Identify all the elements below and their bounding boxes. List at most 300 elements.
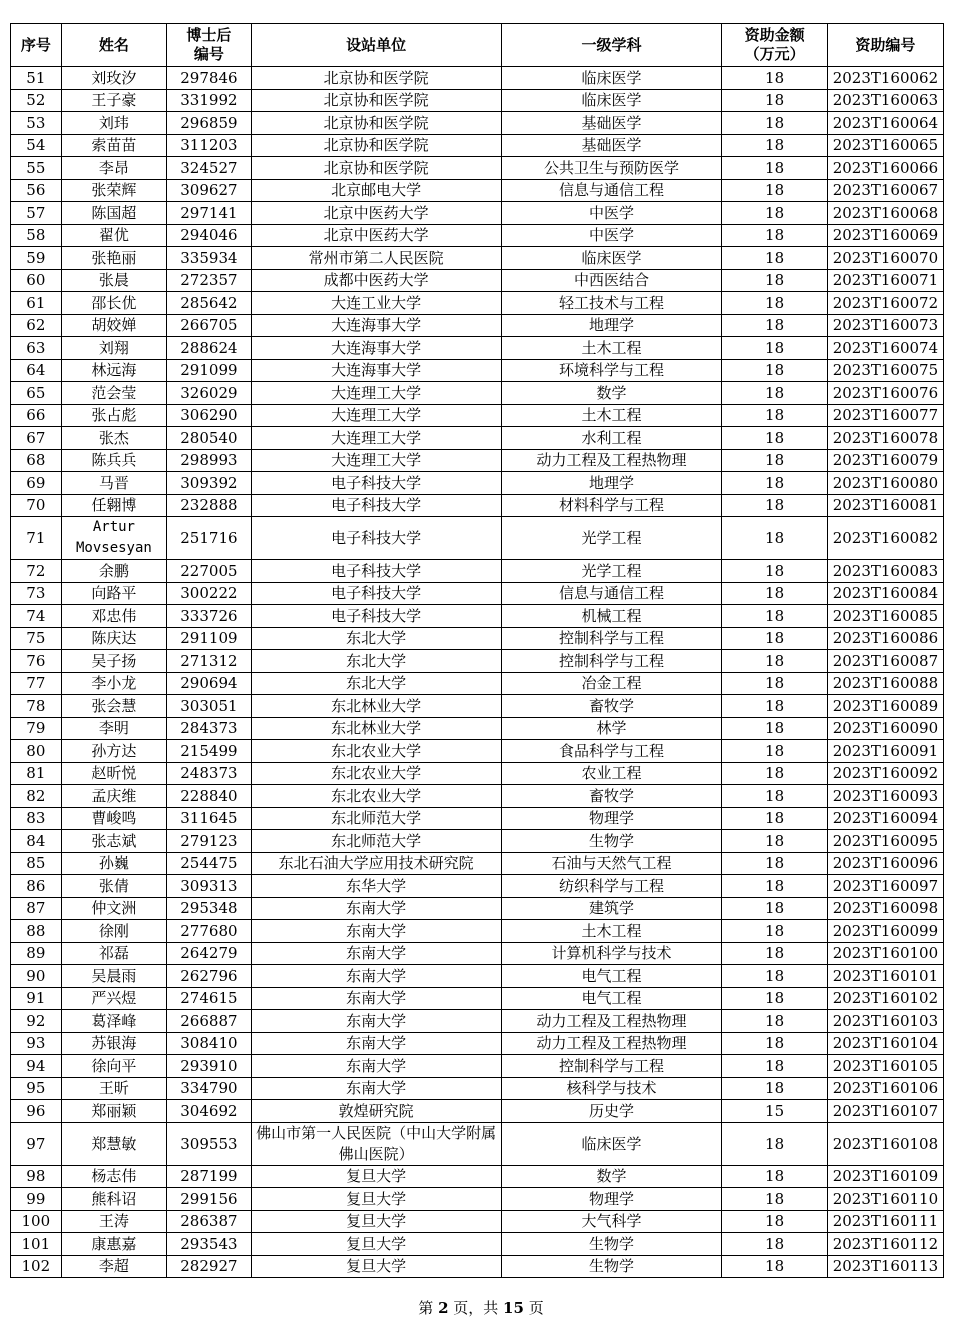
table-row xyxy=(11,247,944,270)
cell-discipline: 轻工技术与工程 xyxy=(501,292,722,315)
cell-unit: 东北林业大学 xyxy=(251,717,501,740)
cell-postdoc-id: 277680 xyxy=(167,920,251,943)
cell-discipline: 建筑学 xyxy=(501,897,722,920)
header-name-line: 姓名 xyxy=(98,35,129,54)
cell-grant-id: 2023T160080 xyxy=(827,472,943,495)
cell-unit: 东南大学 xyxy=(251,920,501,943)
cell-discipline: 农业工程 xyxy=(501,762,722,785)
cell-name: 仲文洲 xyxy=(61,897,167,920)
cell-discipline: 大气科学 xyxy=(501,1210,722,1233)
cell-seq: 77 xyxy=(11,672,62,695)
cell-postdoc-id: 271312 xyxy=(167,650,251,673)
cell-seq: 65 xyxy=(11,382,62,405)
cell-amount: 18 xyxy=(722,1055,828,1078)
cell-unit: 东北大学 xyxy=(251,672,501,695)
cell-name: 范会莹 xyxy=(61,382,167,405)
cell-seq: 62 xyxy=(11,314,62,337)
cell-seq: 68 xyxy=(11,449,62,472)
cell-grant-id: 2023T160111 xyxy=(827,1210,943,1233)
cell-seq: 76 xyxy=(11,650,62,673)
table-row xyxy=(11,785,944,808)
cell-seq: 89 xyxy=(11,942,62,965)
cell-grant-id: 2023T160084 xyxy=(827,582,943,605)
cell-seq: 92 xyxy=(11,1010,62,1033)
cell-unit: 北京协和医学院 xyxy=(251,89,501,112)
footer-total-pages: 15 xyxy=(503,1299,524,1317)
table-row xyxy=(11,762,944,785)
cell-name: 孟庆维 xyxy=(61,785,167,808)
cell-discipline: 控制科学与工程 xyxy=(501,1055,722,1078)
cell-name: 祁磊 xyxy=(61,942,167,965)
cell-amount: 18 xyxy=(722,920,828,943)
cell-unit: 东南大学 xyxy=(251,965,501,988)
cell-unit: 北京中医药大学 xyxy=(251,202,501,225)
cell-seq: 75 xyxy=(11,627,62,650)
cell-amount: 18 xyxy=(722,67,828,90)
cell-seq: 56 xyxy=(11,179,62,202)
cell-discipline: 物理学 xyxy=(501,807,722,830)
cell-unit: 电子科技大学 xyxy=(251,605,501,628)
cell-postdoc-id: 299156 xyxy=(167,1188,251,1211)
cell-name: Artur Movsesyan xyxy=(61,517,167,560)
cell-discipline: 控制科学与工程 xyxy=(501,627,722,650)
cell-name: 李昂 xyxy=(61,157,167,180)
cell-unit: 复旦大学 xyxy=(251,1210,501,1233)
cell-amount: 18 xyxy=(722,269,828,292)
table-row xyxy=(11,179,944,202)
cell-amount: 18 xyxy=(722,740,828,763)
table-row xyxy=(11,1010,944,1033)
cell-name: 陈兵兵 xyxy=(61,449,167,472)
cell-amount: 18 xyxy=(722,785,828,808)
header-seq xyxy=(11,24,62,67)
cell-unit: 东南大学 xyxy=(251,1077,501,1100)
cell-postdoc-id: 297846 xyxy=(167,67,251,90)
cell-seq: 73 xyxy=(11,582,62,605)
cell-postdoc-id: 266705 xyxy=(167,314,251,337)
cell-grant-id: 2023T160077 xyxy=(827,404,943,427)
cell-discipline: 中西医结合 xyxy=(501,269,722,292)
cell-unit: 东北林业大学 xyxy=(251,695,501,718)
cell-postdoc-id: 279123 xyxy=(167,830,251,853)
cell-unit: 东北农业大学 xyxy=(251,740,501,763)
cell-grant-id: 2023T160076 xyxy=(827,382,943,405)
cell-amount: 18 xyxy=(722,875,828,898)
header-seq-line: 序号 xyxy=(20,35,51,54)
cell-discipline: 信息与通信工程 xyxy=(501,179,722,202)
cell-unit: 敦煌研究院 xyxy=(251,1100,501,1123)
cell-postdoc-id: 285642 xyxy=(167,292,251,315)
cell-unit: 成都中医药大学 xyxy=(251,269,501,292)
cell-unit: 电子科技大学 xyxy=(251,582,501,605)
cell-unit: 大连海事大学 xyxy=(251,337,501,360)
cell-discipline: 光学工程 xyxy=(501,560,722,583)
cell-grant-id: 2023T160073 xyxy=(827,314,943,337)
table-row xyxy=(11,517,944,560)
cell-unit: 电子科技大学 xyxy=(251,517,501,560)
cell-seq: 84 xyxy=(11,830,62,853)
table-row xyxy=(11,449,944,472)
cell-amount: 18 xyxy=(722,695,828,718)
cell-name: 刘翔 xyxy=(61,337,167,360)
cell-unit: 北京中医药大学 xyxy=(251,224,501,247)
cell-unit: 佛山市第一人民医院（中山大学附属佛山医院） xyxy=(251,1122,501,1165)
cell-discipline: 物理学 xyxy=(501,1188,722,1211)
cell-name: 张倩 xyxy=(61,875,167,898)
cell-postdoc-id: 309627 xyxy=(167,179,251,202)
cell-name: 余鹏 xyxy=(61,560,167,583)
cell-amount: 15 xyxy=(722,1100,828,1123)
cell-grant-id: 2023T160103 xyxy=(827,1010,943,1033)
cell-unit: 东北农业大学 xyxy=(251,785,501,808)
table-row xyxy=(11,1233,944,1256)
cell-postdoc-id: 311645 xyxy=(167,807,251,830)
cell-name: 翟优 xyxy=(61,224,167,247)
header-row xyxy=(11,24,944,67)
cell-discipline: 土木工程 xyxy=(501,337,722,360)
cell-amount: 18 xyxy=(722,247,828,270)
cell-amount: 18 xyxy=(722,807,828,830)
cell-discipline: 动力工程及工程热物理 xyxy=(501,1010,722,1033)
cell-discipline: 临床医学 xyxy=(501,89,722,112)
cell-discipline: 中医学 xyxy=(501,202,722,225)
table-row xyxy=(11,157,944,180)
cell-postdoc-id: 295348 xyxy=(167,897,251,920)
cell-unit: 大连理工大学 xyxy=(251,427,501,450)
cell-discipline: 数学 xyxy=(501,1165,722,1188)
header-amount xyxy=(722,24,828,67)
cell-name: 张艳丽 xyxy=(61,247,167,270)
cell-seq: 63 xyxy=(11,337,62,360)
page-footer xyxy=(0,1297,962,1318)
cell-grant-id: 2023T160087 xyxy=(827,650,943,673)
cell-discipline: 冶金工程 xyxy=(501,672,722,695)
cell-grant-id: 2023T160096 xyxy=(827,852,943,875)
cell-unit: 东南大学 xyxy=(251,897,501,920)
cell-seq: 80 xyxy=(11,740,62,763)
table-row xyxy=(11,1032,944,1055)
cell-seq: 70 xyxy=(11,494,62,517)
cell-unit: 大连理工大学 xyxy=(251,449,501,472)
cell-name: 李超 xyxy=(61,1255,167,1278)
cell-grant-id: 2023T160113 xyxy=(827,1255,943,1278)
cell-postdoc-id: 311203 xyxy=(167,134,251,157)
cell-postdoc-id: 284373 xyxy=(167,717,251,740)
cell-discipline: 电气工程 xyxy=(501,987,722,1010)
cell-grant-id: 2023T160071 xyxy=(827,269,943,292)
cell-discipline: 临床医学 xyxy=(501,67,722,90)
cell-discipline: 林学 xyxy=(501,717,722,740)
header-amount-line: 资助金额 xyxy=(744,26,805,44)
cell-name: 康惠嘉 xyxy=(61,1233,167,1256)
cell-grant-id: 2023T160085 xyxy=(827,605,943,628)
cell-postdoc-id: 266887 xyxy=(167,1010,251,1033)
cell-unit: 大连理工大学 xyxy=(251,382,501,405)
table-row xyxy=(11,875,944,898)
cell-unit: 复旦大学 xyxy=(251,1233,501,1256)
cell-seq: 60 xyxy=(11,269,62,292)
cell-grant-id: 2023T160110 xyxy=(827,1188,943,1211)
cell-unit: 复旦大学 xyxy=(251,1165,501,1188)
cell-discipline: 动力工程及工程热物理 xyxy=(501,1032,722,1055)
cell-postdoc-id: 331992 xyxy=(167,89,251,112)
cell-grant-id: 2023T160086 xyxy=(827,627,943,650)
cell-grant-id: 2023T160099 xyxy=(827,920,943,943)
cell-name: 陈国超 xyxy=(61,202,167,225)
cell-grant-id: 2023T160068 xyxy=(827,202,943,225)
cell-discipline: 地理学 xyxy=(501,472,722,495)
cell-amount: 18 xyxy=(722,897,828,920)
cell-postdoc-id: 215499 xyxy=(167,740,251,763)
cell-discipline: 石油与天然气工程 xyxy=(501,852,722,875)
header-grant-id xyxy=(827,24,943,67)
cell-unit: 东南大学 xyxy=(251,1010,501,1033)
cell-grant-id: 2023T160088 xyxy=(827,672,943,695)
cell-postdoc-id: 308410 xyxy=(167,1032,251,1055)
cell-amount: 18 xyxy=(722,560,828,583)
table-row xyxy=(11,582,944,605)
header-unit-line: 设站单位 xyxy=(346,35,407,54)
cell-postdoc-id: 274615 xyxy=(167,987,251,1010)
cell-name: 杨志伟 xyxy=(61,1165,167,1188)
table-row xyxy=(11,897,944,920)
cell-seq: 88 xyxy=(11,920,62,943)
header-grant-id-line: 资助编号 xyxy=(855,35,916,54)
cell-seq: 69 xyxy=(11,472,62,495)
header-postdoc-id xyxy=(167,24,251,67)
cell-seq: 67 xyxy=(11,427,62,450)
cell-unit: 北京协和医学院 xyxy=(251,134,501,157)
cell-postdoc-id: 298993 xyxy=(167,449,251,472)
cell-name: 李明 xyxy=(61,717,167,740)
cell-discipline: 材料科学与工程 xyxy=(501,494,722,517)
cell-postdoc-id: 290694 xyxy=(167,672,251,695)
cell-grant-id: 2023T160097 xyxy=(827,875,943,898)
cell-postdoc-id: 334790 xyxy=(167,1077,251,1100)
cell-postdoc-id: 293543 xyxy=(167,1233,251,1256)
table-row xyxy=(11,224,944,247)
cell-postdoc-id: 264279 xyxy=(167,942,251,965)
cell-postdoc-id: 272357 xyxy=(167,269,251,292)
cell-seq: 58 xyxy=(11,224,62,247)
cell-grant-id: 2023T160064 xyxy=(827,112,943,135)
table-row xyxy=(11,1122,944,1165)
cell-unit: 大连工业大学 xyxy=(251,292,501,315)
cell-amount: 18 xyxy=(722,337,828,360)
cell-name: 严兴煜 xyxy=(61,987,167,1010)
cell-unit: 东南大学 xyxy=(251,1032,501,1055)
cell-discipline: 食品科学与工程 xyxy=(501,740,722,763)
cell-postdoc-id: 232888 xyxy=(167,494,251,517)
cell-seq: 54 xyxy=(11,134,62,157)
cell-postdoc-id: 228840 xyxy=(167,785,251,808)
cell-unit: 复旦大学 xyxy=(251,1188,501,1211)
cell-seq: 71 xyxy=(11,517,62,560)
cell-grant-id: 2023T160106 xyxy=(827,1077,943,1100)
cell-name: 张志斌 xyxy=(61,830,167,853)
cell-grant-id: 2023T160062 xyxy=(827,67,943,90)
table-row xyxy=(11,920,944,943)
cell-postdoc-id: 291109 xyxy=(167,627,251,650)
table-row xyxy=(11,134,944,157)
header-discipline-line: 一级学科 xyxy=(581,35,642,54)
table-row xyxy=(11,740,944,763)
cell-amount: 18 xyxy=(722,224,828,247)
cell-postdoc-id: 288624 xyxy=(167,337,251,360)
cell-amount: 18 xyxy=(722,627,828,650)
cell-unit: 大连理工大学 xyxy=(251,404,501,427)
cell-name: 刘玫汐 xyxy=(61,67,167,90)
cell-postdoc-id: 291099 xyxy=(167,359,251,382)
cell-amount: 18 xyxy=(722,1210,828,1233)
cell-grant-id: 2023T160072 xyxy=(827,292,943,315)
footer-prefix: 第 xyxy=(418,1299,439,1317)
cell-name: 马晋 xyxy=(61,472,167,495)
header-discipline xyxy=(501,24,722,67)
cell-discipline: 数学 xyxy=(501,382,722,405)
cell-grant-id: 2023T160074 xyxy=(827,337,943,360)
cell-grant-id: 2023T160091 xyxy=(827,740,943,763)
cell-amount: 18 xyxy=(722,1255,828,1278)
cell-name: 熊科诏 xyxy=(61,1188,167,1211)
cell-seq: 85 xyxy=(11,852,62,875)
cell-name: 张占彪 xyxy=(61,404,167,427)
cell-postdoc-id: 306290 xyxy=(167,404,251,427)
cell-seq: 53 xyxy=(11,112,62,135)
cell-seq: 74 xyxy=(11,605,62,628)
cell-name: 刘玮 xyxy=(61,112,167,135)
cell-unit: 东北石油大学应用技术研究院 xyxy=(251,852,501,875)
cell-amount: 18 xyxy=(722,605,828,628)
cell-amount: 18 xyxy=(722,1188,828,1211)
cell-postdoc-id: 296859 xyxy=(167,112,251,135)
cell-postdoc-id: 297141 xyxy=(167,202,251,225)
cell-discipline: 控制科学与工程 xyxy=(501,650,722,673)
cell-seq: 82 xyxy=(11,785,62,808)
cell-name: 吴晨雨 xyxy=(61,965,167,988)
cell-seq: 72 xyxy=(11,560,62,583)
cell-postdoc-id: 227005 xyxy=(167,560,251,583)
cell-amount: 18 xyxy=(722,382,828,405)
cell-discipline: 核科学与技术 xyxy=(501,1077,722,1100)
cell-discipline: 基础医学 xyxy=(501,112,722,135)
cell-postdoc-id: 309553 xyxy=(167,1122,251,1165)
cell-name: 苏银海 xyxy=(61,1032,167,1055)
table-row xyxy=(11,965,944,988)
cell-grant-id: 2023T160094 xyxy=(827,807,943,830)
cell-seq: 87 xyxy=(11,897,62,920)
cell-amount: 18 xyxy=(722,1233,828,1256)
cell-grant-id: 2023T160105 xyxy=(827,1055,943,1078)
cell-unit: 北京邮电大学 xyxy=(251,179,501,202)
cell-discipline: 地理学 xyxy=(501,314,722,337)
cell-amount: 18 xyxy=(722,582,828,605)
table-row xyxy=(11,269,944,292)
table-body xyxy=(11,67,944,1278)
cell-amount: 18 xyxy=(722,89,828,112)
cell-seq: 101 xyxy=(11,1233,62,1256)
cell-postdoc-id: 251716 xyxy=(167,517,251,560)
cell-discipline: 土木工程 xyxy=(501,404,722,427)
table-row xyxy=(11,852,944,875)
table-row xyxy=(11,830,944,853)
table-row xyxy=(11,695,944,718)
cell-amount: 18 xyxy=(722,517,828,560)
table-row xyxy=(11,1055,944,1078)
cell-grant-id: 2023T160102 xyxy=(827,987,943,1010)
cell-seq: 93 xyxy=(11,1032,62,1055)
table-row xyxy=(11,942,944,965)
table-row xyxy=(11,337,944,360)
table-row xyxy=(11,627,944,650)
funding-table xyxy=(10,23,944,1278)
cell-amount: 18 xyxy=(722,1032,828,1055)
cell-grant-id: 2023T160083 xyxy=(827,560,943,583)
cell-unit: 东北农业大学 xyxy=(251,762,501,785)
table-row xyxy=(11,1100,944,1123)
cell-name: 任翱博 xyxy=(61,494,167,517)
table-row xyxy=(11,560,944,583)
table-row xyxy=(11,807,944,830)
cell-unit: 东南大学 xyxy=(251,1055,501,1078)
cell-name: 曹峻鸣 xyxy=(61,807,167,830)
cell-unit: 电子科技大学 xyxy=(251,494,501,517)
cell-grant-id: 2023T160070 xyxy=(827,247,943,270)
cell-name: 林远海 xyxy=(61,359,167,382)
cell-discipline: 公共卫生与预防医学 xyxy=(501,157,722,180)
cell-seq: 57 xyxy=(11,202,62,225)
cell-name: 索苗苗 xyxy=(61,134,167,157)
cell-seq: 79 xyxy=(11,717,62,740)
cell-discipline: 生物学 xyxy=(501,1255,722,1278)
cell-grant-id: 2023T160109 xyxy=(827,1165,943,1188)
cell-grant-id: 2023T160079 xyxy=(827,449,943,472)
table-row xyxy=(11,202,944,225)
cell-discipline: 基础医学 xyxy=(501,134,722,157)
cell-grant-id: 2023T160078 xyxy=(827,427,943,450)
cell-name: 张晨 xyxy=(61,269,167,292)
cell-name: 吴子扬 xyxy=(61,650,167,673)
cell-discipline: 临床医学 xyxy=(501,1122,722,1165)
cell-amount: 18 xyxy=(722,134,828,157)
cell-postdoc-id: 309313 xyxy=(167,875,251,898)
cell-discipline: 土木工程 xyxy=(501,920,722,943)
cell-seq: 96 xyxy=(11,1100,62,1123)
cell-name: 王昕 xyxy=(61,1077,167,1100)
cell-name: 葛泽峰 xyxy=(61,1010,167,1033)
cell-seq: 99 xyxy=(11,1188,62,1211)
table-row xyxy=(11,987,944,1010)
cell-unit: 大连海事大学 xyxy=(251,314,501,337)
cell-discipline: 动力工程及工程热物理 xyxy=(501,449,722,472)
cell-unit: 常州市第二人民医院 xyxy=(251,247,501,270)
cell-grant-id: 2023T160092 xyxy=(827,762,943,785)
cell-amount: 18 xyxy=(722,404,828,427)
cell-unit: 北京协和医学院 xyxy=(251,157,501,180)
cell-postdoc-id: 248373 xyxy=(167,762,251,785)
cell-discipline: 电气工程 xyxy=(501,965,722,988)
cell-seq: 81 xyxy=(11,762,62,785)
cell-unit: 复旦大学 xyxy=(251,1255,501,1278)
table-row xyxy=(11,605,944,628)
cell-unit: 东北师范大学 xyxy=(251,807,501,830)
cell-amount: 18 xyxy=(722,359,828,382)
cell-seq: 78 xyxy=(11,695,62,718)
cell-seq: 98 xyxy=(11,1165,62,1188)
cell-name: 赵昕悦 xyxy=(61,762,167,785)
cell-name: 徐向平 xyxy=(61,1055,167,1078)
cell-discipline: 生物学 xyxy=(501,1233,722,1256)
